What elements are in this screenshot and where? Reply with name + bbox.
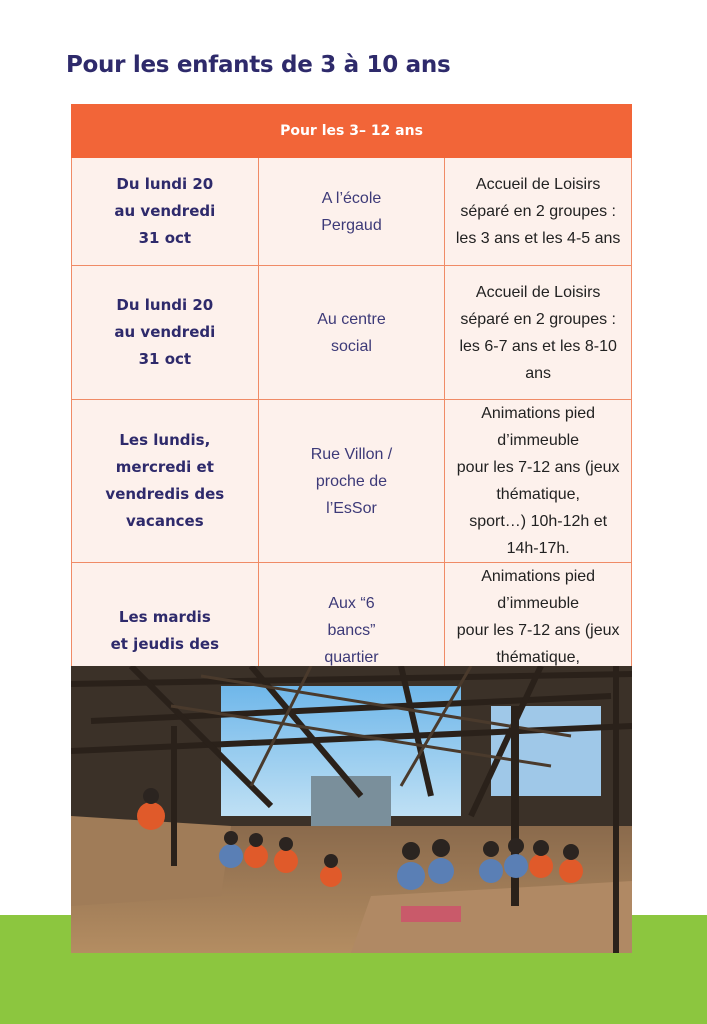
date-line: vacances [126, 512, 204, 530]
activity-line: Animations pied d’immeuble [481, 405, 596, 449]
date-line: Du lundi 20 [116, 175, 214, 193]
location-line: A l’école [321, 189, 382, 207]
location-line: l’EsSor [326, 499, 377, 517]
activity-line: pour les 7-12 ans (jeux thématique, [456, 459, 620, 503]
activity-line: pour les 7-12 ans (jeux thématique, [456, 622, 620, 666]
date-line: au vendredi [114, 323, 216, 341]
date-line: Du lundi 20 [116, 296, 214, 314]
table-row [72, 266, 632, 400]
location-line: Au centre [317, 310, 386, 328]
schedule-table [71, 104, 632, 726]
date-line: 31 oct [138, 350, 192, 368]
activity-line: les 3 ans et les 4-5 ans [455, 230, 621, 247]
date-line: mercredi et [115, 458, 214, 476]
date-line: Les mardis [118, 607, 211, 626]
activity-cell [445, 266, 632, 400]
location-cell [258, 400, 445, 563]
location-line: Rue Villon / [310, 445, 393, 463]
date-line: et jeudis des [110, 634, 220, 653]
activity-line: séparé en 2 groupes : [460, 310, 616, 328]
location-cell [258, 266, 445, 400]
date-cell [72, 400, 259, 563]
location-line: bancs” [327, 622, 376, 639]
activity-cell [445, 158, 632, 266]
date-line: Les lundis, [119, 431, 211, 449]
date-line: 31 oct [138, 229, 192, 247]
playground-photo [71, 666, 632, 953]
activity-line: les 6-7 ans et les 8-10 ans [459, 337, 617, 382]
location-line: social [331, 337, 372, 355]
table-header: Pour les 3– 12 ans [72, 105, 632, 158]
date-cell [72, 266, 259, 400]
page-title: Pour les enfants de 3 à 10 ans [66, 52, 451, 78]
date-cell [72, 158, 259, 266]
activity-line: Accueil de Loisirs [475, 283, 601, 301]
table-row [72, 400, 632, 563]
activity-cell [445, 400, 632, 563]
location-line: Pergaud [321, 216, 382, 234]
location-line: proche de [315, 472, 388, 490]
date-line: vendredis des [105, 485, 225, 503]
table-row [72, 158, 632, 266]
activity-line: séparé en 2 groupes : [460, 203, 616, 220]
location-line: Aux “6 [328, 595, 375, 612]
location-cell [258, 158, 445, 266]
activity-line: Animations pied d’immeuble [481, 568, 596, 612]
activity-line: sport…) 10h-12h et 14h-17h. [469, 513, 608, 557]
location-line: quartier [324, 649, 379, 666]
date-line: au vendredi [114, 202, 216, 220]
table-header-row [72, 105, 632, 158]
activity-line: Accueil de Loisirs [475, 176, 601, 193]
